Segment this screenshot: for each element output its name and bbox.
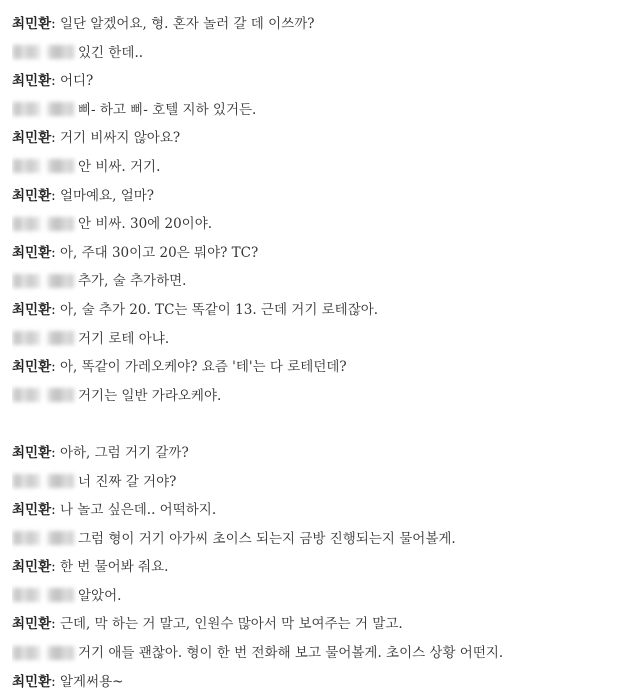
- speaker-colon: :: [51, 244, 60, 261]
- speaker-text: 아하, 그럼 거기 갈까?: [59, 444, 189, 461]
- speaker-colon: :: [51, 502, 60, 519]
- speaker-colon: :: [51, 359, 60, 376]
- speaker-text: 한 번 물어봐 줘요.: [59, 559, 169, 576]
- redacted-speaker-line: [12, 582, 632, 611]
- speaker-text: 얼마예요, 얼마?: [59, 187, 155, 204]
- speaker-text: 일단 알겠어요, 형. 혼자 놀러 갈 데 이쓰까?: [59, 16, 315, 32]
- redacted-speaker-line: [12, 468, 632, 497]
- redacted-speaker-line: [12, 153, 632, 182]
- paragraph-gap: [12, 410, 632, 439]
- speaker-name: 최민환: [12, 673, 52, 690]
- speaker-line: [12, 124, 632, 153]
- speaker-name: 최민환: [12, 502, 52, 519]
- speaker-colon: :: [51, 616, 60, 633]
- redacted-name-blur: [12, 331, 74, 345]
- redacted-name-blur: [12, 217, 74, 231]
- redacted-speaker-text: 삐- 하고 삐- 호텔 지하 있거든.: [78, 101, 257, 118]
- speaker-colon: :: [51, 130, 60, 147]
- speaker-text: 나 놀고 싶은데.. 어떡하지.: [59, 502, 217, 519]
- speaker-text: 근데, 막 하는 거 말고, 인원수 많아서 막 보여주는 거 말고.: [59, 616, 403, 633]
- speaker-line: [12, 10, 632, 39]
- speaker-colon: :: [51, 301, 60, 318]
- speaker-line: [12, 182, 632, 211]
- speaker-colon: :: [51, 16, 60, 32]
- redacted-speaker-text: 추가, 술 추가하면.: [78, 273, 187, 290]
- redacted-speaker-text: 안 비싸. 30에 20이야.: [78, 216, 213, 233]
- redacted-speaker-text: 거기 애들 괜찮아. 형이 한 번 전화해 보고 물어볼게. 초이스 상황 어떤지.: [78, 645, 504, 662]
- speaker-name: 최민환: [12, 244, 52, 261]
- redacted-name-blur: [12, 646, 74, 660]
- redacted-speaker-line: [12, 325, 632, 354]
- redacted-speaker-line: [12, 267, 632, 296]
- speaker-line: [12, 668, 632, 696]
- speaker-name: 최민환: [12, 16, 52, 32]
- speaker-text: 거기 비싸지 않아요?: [59, 130, 181, 147]
- speaker-text: 알게써용~: [59, 673, 124, 690]
- speaker-colon: :: [51, 444, 60, 461]
- speaker-name: 최민환: [12, 559, 52, 576]
- speaker-line: [12, 296, 632, 325]
- speaker-line: [12, 353, 632, 382]
- redacted-speaker-text: 그럼 형이 거기 아가씨 초이스 되는지 금방 진행되는지 물어볼게.: [78, 530, 456, 547]
- redacted-speaker-line: [12, 639, 632, 668]
- redacted-speaker-text: 있긴 한데..: [78, 44, 144, 61]
- speaker-colon: :: [51, 673, 60, 690]
- speaker-line: [12, 496, 632, 525]
- redacted-name-blur: [12, 45, 74, 59]
- speaker-colon: :: [51, 73, 60, 90]
- redacted-speaker-line: [12, 525, 632, 554]
- redacted-speaker-text: 알았어.: [78, 587, 122, 604]
- speaker-name: 최민환: [12, 130, 52, 147]
- speaker-line: [12, 610, 632, 639]
- speaker-name: 최민환: [12, 444, 52, 461]
- redacted-name-blur: [12, 159, 74, 173]
- redacted-speaker-line: [12, 39, 632, 68]
- speaker-text: 어디?: [59, 73, 94, 90]
- speaker-text: 아, 똑같이 가레오케야? 요즘 '테'는 다 로테던데?: [59, 359, 347, 376]
- redacted-speaker-text: 너 진짜 갈 거야?: [78, 473, 177, 490]
- redacted-speaker-line: [12, 382, 632, 411]
- redacted-name-blur: [12, 474, 74, 488]
- speaker-line: [12, 67, 632, 96]
- speaker-name: 최민환: [12, 301, 52, 318]
- speaker-line: [12, 553, 632, 582]
- redacted-speaker-text: 안 비싸. 거기.: [78, 158, 161, 175]
- speaker-name: 최민환: [12, 359, 52, 376]
- speaker-name: 최민환: [12, 616, 52, 633]
- speaker-text: 아, 술 추가 20. TC는 똑같이 13. 근데 거기 로테잖아.: [59, 301, 379, 318]
- redacted-name-blur: [12, 588, 74, 602]
- redacted-speaker-line: [12, 210, 632, 239]
- speaker-text: 아, 주대 30이고 20은 뭐야? TC?: [59, 244, 259, 261]
- chat-transcript: [12, 10, 632, 696]
- speaker-name: 최민환: [12, 187, 52, 204]
- speaker-line: [12, 439, 632, 468]
- speaker-name: 최민환: [12, 73, 52, 90]
- redacted-name-blur: [12, 102, 74, 116]
- redacted-speaker-line: [12, 96, 632, 125]
- redacted-speaker-text: 거기 로테 아냐.: [78, 330, 170, 347]
- redacted-name-blur: [12, 388, 74, 402]
- redacted-name-blur: [12, 274, 74, 288]
- speaker-colon: :: [51, 187, 60, 204]
- speaker-colon: :: [51, 559, 60, 576]
- redacted-speaker-text: 거기는 일반 가라오케야.: [78, 387, 222, 404]
- speaker-line: [12, 239, 632, 268]
- redacted-name-blur: [12, 531, 74, 545]
